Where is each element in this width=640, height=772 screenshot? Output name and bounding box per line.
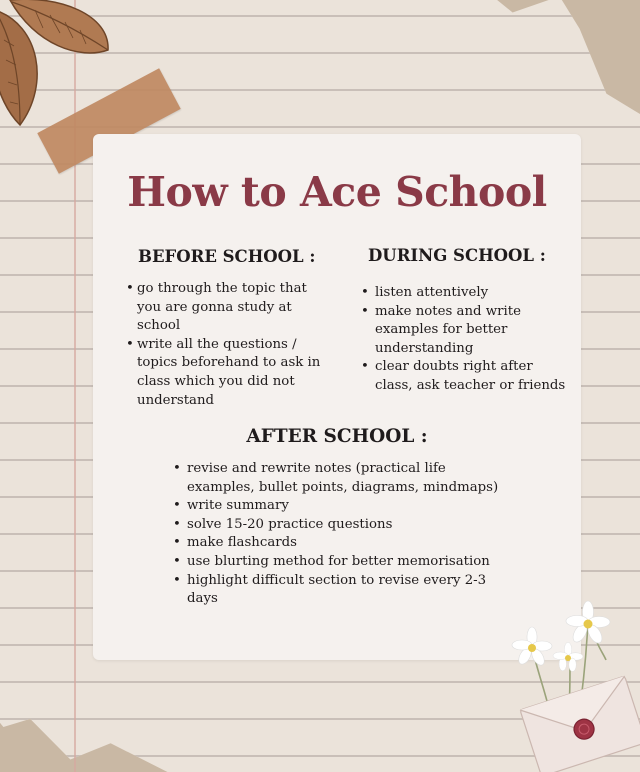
list-item: • make flashcards (173, 534, 508, 553)
list-item: • highlight difficult section to revise every 2-3 days (173, 572, 508, 609)
list-item: • write summary (173, 497, 508, 516)
after-school-heading: AFTER SCHOOL : (246, 426, 428, 447)
flower-icon (512, 627, 552, 667)
list-item: • write all the questions / topics beforehand to ask in class which you did not understand (126, 336, 326, 410)
list-item: • revise and rewrite notes (practical life examples, bullet points, diagrams, mindmaps) (173, 460, 508, 497)
list-item: • clear doubts right after class, ask teacher or friends (361, 358, 566, 395)
before-school-heading: BEFORE SCHOOL : (138, 247, 316, 266)
before-school-list (126, 280, 326, 410)
list-item: • go through the topic that you are gonna study at school (126, 280, 326, 336)
during-school-heading: DURING SCHOOL : (368, 246, 546, 265)
after-school-list (173, 460, 508, 609)
list-item: • use blurting method for better memorisation (173, 553, 508, 572)
content-card (93, 134, 581, 660)
list-item: • make notes and write examples for better understanding (361, 303, 566, 359)
list-item: • solve 15-20 practice questions (173, 516, 508, 535)
flower-icon (566, 601, 610, 645)
list-item: • listen attentively (361, 284, 566, 303)
flowers-envelope-decoration (500, 600, 640, 772)
flower-icon (553, 642, 583, 671)
envelope-icon (520, 676, 640, 772)
page-title: How to Ace School (127, 168, 547, 216)
during-school-list (361, 284, 566, 396)
